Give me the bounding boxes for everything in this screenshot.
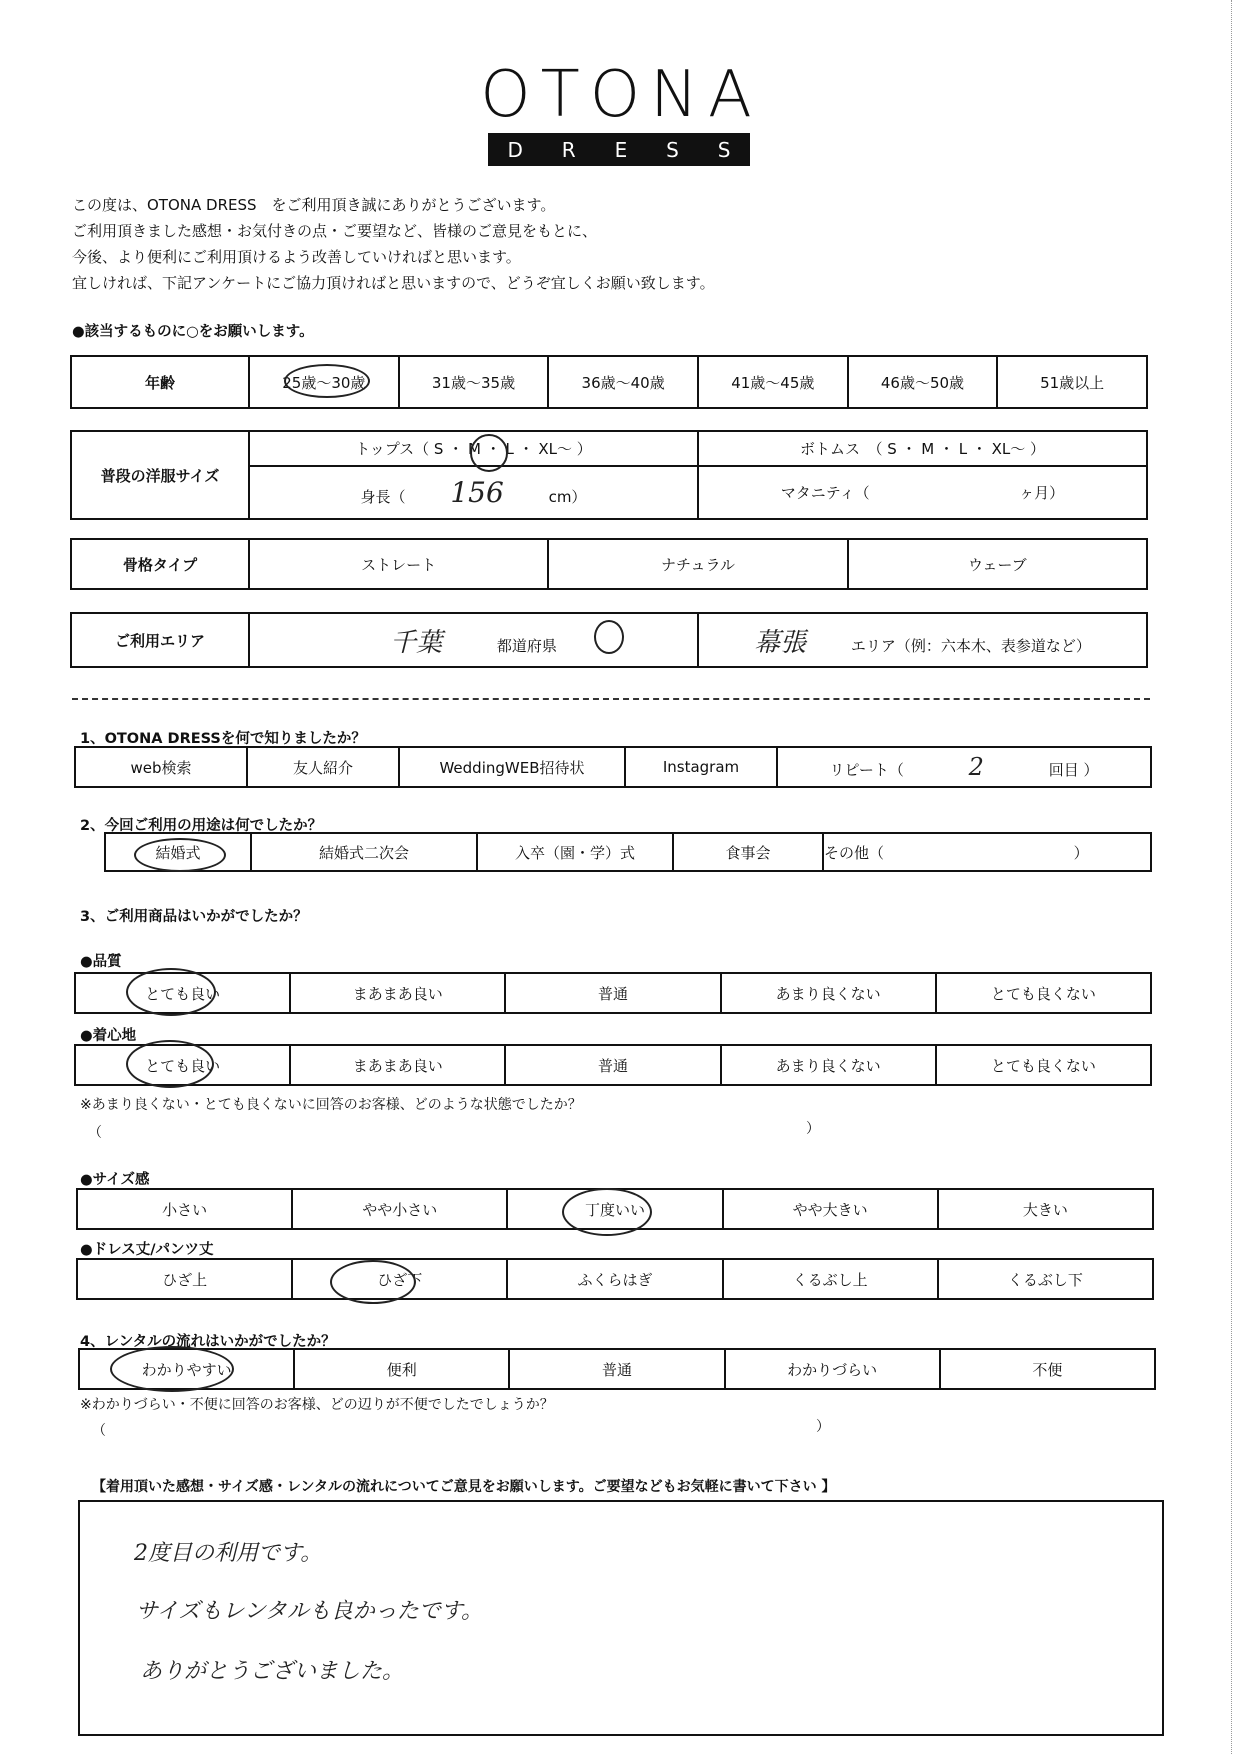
q4-bad-note: ※わかりづらい・不便に回答のお客様、どの辺りが不便でしたでしょうか？ bbox=[80, 1397, 554, 1413]
fit-option[interactable]: 大きい bbox=[938, 1189, 1153, 1229]
brand-sub-bar bbox=[488, 133, 750, 166]
q1-table bbox=[74, 746, 1152, 788]
brand-letter: R bbox=[561, 137, 576, 162]
q4-option[interactable]: 便利 bbox=[294, 1349, 509, 1389]
q4-option[interactable]: わかりやすい bbox=[79, 1349, 294, 1389]
comfort-label: ●着心地 bbox=[80, 1028, 137, 1044]
comfort-option[interactable]: とても良い bbox=[75, 1045, 290, 1085]
length-option[interactable]: くるぶし下 bbox=[938, 1259, 1153, 1299]
age-table bbox=[70, 355, 1148, 409]
fit-option[interactable]: やや大きい bbox=[723, 1189, 938, 1229]
brand-logo: OTONA bbox=[480, 58, 762, 132]
size-label: 普段の洋服サイズ bbox=[71, 431, 249, 519]
q4-title: 4、レンタルの流れはいかがでしたか？ bbox=[80, 1334, 336, 1350]
brand-letter: D bbox=[507, 137, 523, 162]
q4-option[interactable]: わかりづらい bbox=[725, 1349, 940, 1389]
length-label: ●ドレス丈/パンツ丈 bbox=[80, 1242, 214, 1258]
maternity-label: マタニティ（ bbox=[780, 483, 870, 502]
q2-option[interactable]: 入卒（園・学）式 bbox=[477, 833, 673, 871]
quality-label: ●品質 bbox=[80, 954, 122, 970]
quality-bad-note: ※あまり良くない・とても良くないに回答のお客様、どのような状態でしたか？ bbox=[80, 1097, 582, 1113]
comment-line: 2度目の利用です。 bbox=[134, 1541, 323, 1566]
q2-title: 2、今回ご利用の用途は何でしたか？ bbox=[80, 818, 323, 834]
comments-heading: 【着用頂いた感想・サイズ感・レンタルの流れについてご意見をお願いします。ご要望などもお気軽に書いて下さい 】 bbox=[92, 1479, 836, 1495]
frame-option[interactable]: ウェーブ bbox=[848, 539, 1147, 589]
other-label: その他（ bbox=[824, 843, 885, 862]
length-option[interactable]: ひざ下 bbox=[292, 1259, 507, 1299]
frame-option[interactable]: ナチュラル bbox=[548, 539, 847, 589]
q2-option[interactable]: 結婚式二次会 bbox=[251, 833, 477, 871]
height-field[interactable] bbox=[249, 466, 698, 519]
length-option[interactable]: ふくらはぎ bbox=[507, 1259, 722, 1299]
frame-table bbox=[70, 538, 1148, 590]
maternity-unit: ヶ月） bbox=[1019, 483, 1065, 502]
area-field[interactable] bbox=[698, 613, 1147, 667]
quality-table bbox=[74, 972, 1152, 1014]
scan-edge bbox=[1231, 0, 1238, 1754]
area-suffix: エリア（例：六本木、表参道など） bbox=[850, 636, 1091, 655]
comfort-option[interactable]: あまり良くない bbox=[721, 1045, 936, 1085]
other-field[interactable] bbox=[823, 833, 1151, 871]
frame-label: 骨格タイプ bbox=[71, 539, 249, 589]
comfort-table bbox=[74, 1044, 1152, 1086]
quality-option[interactable]: とても良くない bbox=[936, 973, 1151, 1013]
prefecture-field[interactable] bbox=[249, 613, 698, 667]
fit-table bbox=[76, 1188, 1154, 1230]
intro-line: ご利用頂きました感想・お気付きの点・ご要望など、皆様のご意見をもとに、 bbox=[72, 222, 598, 240]
comfort-option[interactable]: まあまあ良い bbox=[290, 1045, 505, 1085]
repeat-value: 2 bbox=[968, 753, 984, 781]
q1-option[interactable]: web検索 bbox=[75, 747, 247, 787]
length-option[interactable]: ひざ上 bbox=[77, 1259, 292, 1299]
age-option[interactable]: 25歳〜30歳 bbox=[249, 356, 399, 408]
quality-option[interactable]: 普通 bbox=[505, 973, 720, 1013]
area-table bbox=[70, 612, 1148, 668]
area-value: 幕張 bbox=[754, 627, 807, 658]
repeat-field[interactable] bbox=[777, 747, 1151, 787]
paren-open: （ bbox=[92, 1423, 106, 1439]
q1-title: 1、OTONA DRESSを何で知りましたか？ bbox=[80, 731, 366, 747]
fit-label: ●サイズ感 bbox=[80, 1172, 150, 1188]
comfort-option[interactable]: とても良くない bbox=[936, 1045, 1151, 1085]
repeat-label: リピート（ bbox=[829, 761, 904, 779]
age-option[interactable]: 51歳以上 bbox=[997, 356, 1147, 408]
paren-close: ） bbox=[806, 1121, 820, 1137]
q2-table bbox=[104, 832, 1152, 872]
q2-option[interactable]: 食事会 bbox=[673, 833, 823, 871]
divider bbox=[72, 698, 1150, 700]
q4-table bbox=[78, 1348, 1156, 1390]
intro-line: 宜しければ、下記アンケートにご協力頂ければと思いますので、どうぞ宜しくお願い致します。 bbox=[72, 274, 715, 292]
q2-option[interactable]: 結婚式 bbox=[105, 833, 251, 871]
prefecture-value: 千葉 bbox=[390, 627, 443, 658]
comment-line: ありがとうございました。 bbox=[140, 1659, 405, 1684]
paren-open: （ bbox=[88, 1125, 102, 1141]
quality-option[interactable]: とても良い bbox=[75, 973, 290, 1013]
q1-option[interactable]: 友人紹介 bbox=[247, 747, 399, 787]
fit-option[interactable]: 丁度いい bbox=[507, 1189, 722, 1229]
comments-box[interactable] bbox=[78, 1500, 1164, 1736]
age-option[interactable]: 31歳〜35歳 bbox=[399, 356, 549, 408]
intro-text bbox=[72, 192, 715, 296]
frame-option[interactable]: ストレート bbox=[249, 539, 548, 589]
fit-option[interactable]: 小さい bbox=[77, 1189, 292, 1229]
q3-title: 3、ご利用商品はいかがでしたか？ bbox=[80, 909, 308, 925]
quality-option[interactable]: あまり良くない bbox=[721, 973, 936, 1013]
quality-option[interactable]: まあまあ良い bbox=[290, 973, 505, 1013]
height-unit: cm） bbox=[548, 487, 587, 506]
age-option[interactable]: 41歳〜45歳 bbox=[698, 356, 848, 408]
comfort-option[interactable]: 普通 bbox=[505, 1045, 720, 1085]
other-close: ） bbox=[1073, 843, 1089, 862]
length-table bbox=[76, 1258, 1154, 1300]
q1-option[interactable]: Instagram bbox=[625, 747, 777, 787]
age-option[interactable]: 36歳〜40歳 bbox=[548, 356, 698, 408]
size-table bbox=[70, 430, 1148, 520]
age-label: 年齢 bbox=[71, 356, 249, 408]
instruction-text: ●該当するものに○をお願いします。 bbox=[72, 324, 314, 340]
bottoms-size[interactable]: ボトムス （ S ・ M ・ L ・ XL〜 ） bbox=[698, 431, 1147, 466]
age-option[interactable]: 46歳〜50歳 bbox=[848, 356, 998, 408]
q1-option[interactable]: WeddingWEB招待状 bbox=[399, 747, 625, 787]
tops-size[interactable]: トップス（ S ・ M ・ L ・ XL〜 ） bbox=[249, 431, 698, 466]
paren-close: ） bbox=[816, 1419, 830, 1435]
q4-option[interactable]: 普通 bbox=[509, 1349, 724, 1389]
length-option[interactable]: くるぶし上 bbox=[723, 1259, 938, 1299]
brand-letter: S bbox=[666, 137, 679, 162]
area-label: ご利用エリア bbox=[71, 613, 249, 667]
intro-line: この度は、OTONA DRESS をご利用頂き誠にありがとうございます。 bbox=[72, 196, 556, 214]
intro-line: 今後、より便利にご利用頂けるよう改善していければと思います。 bbox=[72, 248, 521, 266]
fit-option[interactable]: やや小さい bbox=[292, 1189, 507, 1229]
height-value: 156 bbox=[450, 475, 504, 509]
maternity-field[interactable] bbox=[698, 466, 1147, 519]
height-label: 身長（ bbox=[360, 487, 406, 506]
repeat-suffix: 回目 ） bbox=[1048, 761, 1099, 779]
comment-line: サイズもレンタルも良かったです。 bbox=[136, 1599, 484, 1624]
q4-option[interactable]: 不便 bbox=[940, 1349, 1155, 1389]
brand-letter: E bbox=[614, 137, 628, 162]
brand-letter: S bbox=[717, 137, 731, 162]
prefecture-suffix: 都道府県 bbox=[496, 636, 557, 655]
